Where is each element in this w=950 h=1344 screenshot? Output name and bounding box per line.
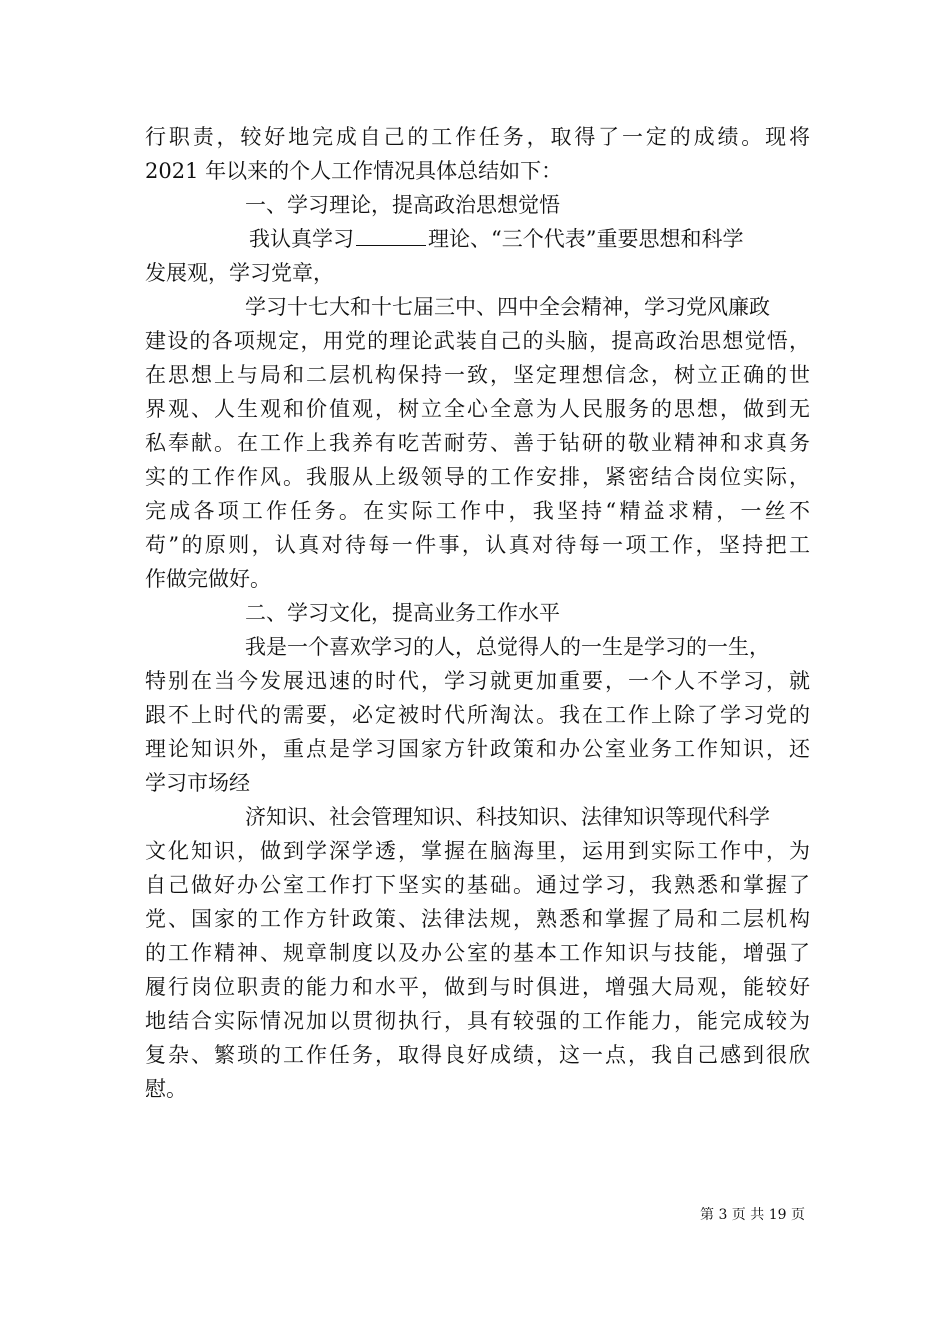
text-line: 地结合实际情况加以贯彻执行，具有较强的工作能力，能完成较为 bbox=[145, 1009, 810, 1033]
text-line: 的工作精神、规章制度以及办公室的基本工作知识与技能，增强了 bbox=[145, 941, 810, 965]
text-line-with-blank bbox=[145, 222, 810, 256]
text-line: 理论知识外，重点是学习国家方针政策和办公室业务工作知识，还 bbox=[145, 737, 810, 761]
text-line: 文化知识，做到学深学透，掌握在脑海里，运用到实际工作中，为 bbox=[145, 839, 810, 863]
text-line: 党、国家的工作方针政策、法律法规，熟悉和掌握了局和二层机构 bbox=[145, 907, 810, 931]
text-line: 济知识、社会管理知识、科技知识、法律知识等现代科学 bbox=[245, 805, 770, 829]
text-line: 发展观，学习党章， bbox=[145, 261, 334, 285]
section-heading-2: 二、学习文化，提高业务工作水平 bbox=[245, 601, 560, 625]
text-line: 作做完做好。 bbox=[145, 567, 271, 591]
text-line: 慰。 bbox=[145, 1077, 187, 1101]
text-line: 在思想上与局和二层机构保持一致，坚定理想信念，树立正确的世 bbox=[145, 363, 810, 387]
text-line: 学习十七大和十七届三中、四中全会精神，学习党风廉政 bbox=[245, 295, 770, 319]
text-line: 界观、人生观和价值观，树立全心全意为人民服务的思想，做到无 bbox=[145, 397, 810, 421]
text-after-blank: 理论、“三个代表”重要思想和科学 bbox=[428, 227, 744, 251]
text-line: 学习市场经 bbox=[145, 771, 250, 795]
text-line: 2021 年以来的个人工作情况具体总结如下： bbox=[145, 159, 563, 183]
text-line: 行职责，较好地完成自己的工作任务，取得了一定的成绩。现将 bbox=[145, 125, 810, 149]
text-line: 自己做好办公室工作打下坚实的基础。通过学习，我熟悉和掌握了 bbox=[145, 873, 810, 897]
text-line: 实的工作作风。我服从上级领导的工作安排，紧密结合岗位实际， bbox=[145, 465, 810, 489]
text-line: 苟”的原则，认真对待每一件事，认真对待每一项工作，坚持把工 bbox=[145, 533, 810, 557]
text-line: 跟不上时代的需要，必定被时代所淘汰。我在工作上除了学习党的 bbox=[145, 703, 810, 727]
text-line: 复杂、繁琐的工作任务，取得良好成绩，这一点，我自己感到很欣 bbox=[145, 1043, 810, 1067]
fill-in-blank bbox=[356, 223, 426, 246]
page-number-footer: 第 3 页 共 19 页 bbox=[700, 1207, 805, 1223]
section-heading-1: 一、学习理论，提高政治思想觉悟 bbox=[245, 193, 560, 217]
text-line: 私奉献。在工作上我养有吃苦耐劳、善于钻研的敬业精神和求真务 bbox=[145, 431, 810, 455]
text-before-blank: 我认真学习 bbox=[249, 227, 354, 251]
text-line: 特别在当今发展迅速的时代，学习就更加重要，一个人不学习，就 bbox=[145, 669, 810, 693]
text-line: 完成各项工作任务。在实际工作中，我坚持“精益求精，一丝不 bbox=[145, 499, 810, 523]
text-line: 履行岗位职责的能力和水平，做到与时俱进，增强大局观，能较好 bbox=[145, 975, 810, 999]
text-line: 我是一个喜欢学习的人，总觉得人的一生是学习的一生， bbox=[245, 635, 770, 659]
text-line: 建设的各项规定，用党的理论武装自己的头脑，提高政治思想觉悟， bbox=[145, 329, 810, 353]
document-body bbox=[145, 120, 810, 1106]
